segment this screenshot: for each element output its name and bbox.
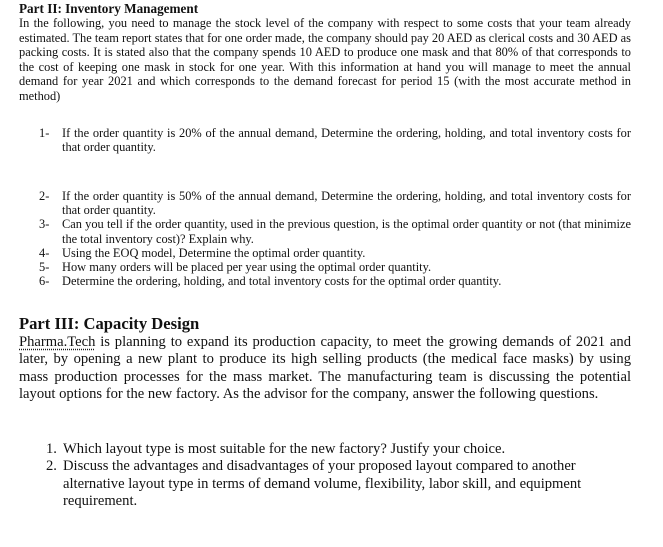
question-number: 2-	[39, 189, 50, 203]
question-item	[46, 441, 631, 458]
question-text: Discuss the advantages and disadvantages of your proposed layout compared to another alternative layout type in terms of demand volume, flexibility, labor skill, and equipment requirement.	[63, 458, 582, 510]
part-ii-question-list-a	[39, 126, 631, 154]
question-text: If the order quantity is 50% of the annual demand, Determine the ordering, holding, and total inventory costs for that order quantity.	[62, 189, 631, 218]
question-item	[39, 126, 631, 154]
question-number: 1-	[39, 126, 50, 140]
question-text: Using the EOQ model, Determine the optimal order quantity.	[62, 245, 366, 260]
company-name: Pharma.Tech	[19, 334, 96, 350]
question-item	[39, 189, 631, 217]
question-text: How many orders will be placed per year using the optimal order quantity.	[62, 260, 432, 275]
para-text-3: as packing costs. It is stated also that the company spends	[19, 30, 631, 60]
para-text-2: as clerical costs and	[475, 30, 575, 45]
question-text: Determine the ordering, holding, and total inventory costs for the optimal order quantity.	[62, 274, 502, 289]
para-text-1: In the following, you need to manage the stock level of the company with respect to some costs that your team already estimated. The team report states that for one order made, the company should pay	[19, 16, 631, 45]
question-number: 2.	[46, 458, 57, 475]
question-number: 6-	[39, 274, 50, 289]
para-text-5: of that corresponds to the cost of keeping one mask in stock for one year. With this information at hand you will manage to meet the annual demand for year	[19, 45, 631, 89]
question-number: 4-	[39, 245, 50, 260]
question-number: 3-	[39, 217, 50, 232]
order-cost-value: 20 AED	[431, 30, 473, 45]
question-text: Can you tell if the order quantity, used in the previous question, is the optimal order quantity or not (that minimize the total inventory cost)? Explain why.	[62, 217, 631, 246]
packing-cost-value: 30 AED	[577, 30, 618, 45]
para-text-4: to produce one mask and that	[343, 45, 492, 60]
question-number: 1.	[46, 441, 57, 457]
para-text-6: and which corresponds to the demand forecast for period	[137, 74, 433, 89]
year-value: 2021	[108, 74, 133, 89]
question-text: If the order quantity is 20% of the annual demand, Determine the ordering, holding, and total inventory costs for that order quantity.	[62, 126, 631, 155]
part-ii-question-list-b	[39, 189, 631, 288]
period-value: 15	[437, 74, 450, 89]
part-iii-question-list	[46, 441, 631, 511]
question-item	[39, 246, 631, 260]
para-text-7: (with the most accurate method in method)	[19, 74, 631, 103]
part-ii-section	[19, 1, 631, 104]
question-item	[39, 274, 631, 288]
part-ii-paragraph	[19, 16, 631, 104]
question-item	[46, 458, 631, 510]
question-item	[39, 217, 631, 245]
question-item	[39, 260, 631, 274]
question-number: 5-	[39, 260, 50, 275]
part-iii-paragraph-text: is planning to expand its production capacity, to meet the growing demands of 2021 and later, by opening a new plant to produce its high selling products (the medical face masks) by using mass production processes for the mass market. The manufacturing team is discussing the potential layout options for the new factory. As the advisor for the company, answer the following questions.	[19, 334, 631, 403]
part-iii-paragraph	[19, 334, 631, 404]
question-text: Which layout type is most suitable for the new factory? Justify your choice.	[63, 441, 506, 457]
part-iii-section	[19, 314, 631, 404]
holding-percent-value: 80%	[495, 45, 519, 60]
part-ii-heading: Part II: Inventory Management	[19, 1, 199, 16]
part-iii-heading: Part III: Capacity Design	[19, 314, 200, 333]
production-cost-value: 10 AED	[299, 45, 341, 60]
